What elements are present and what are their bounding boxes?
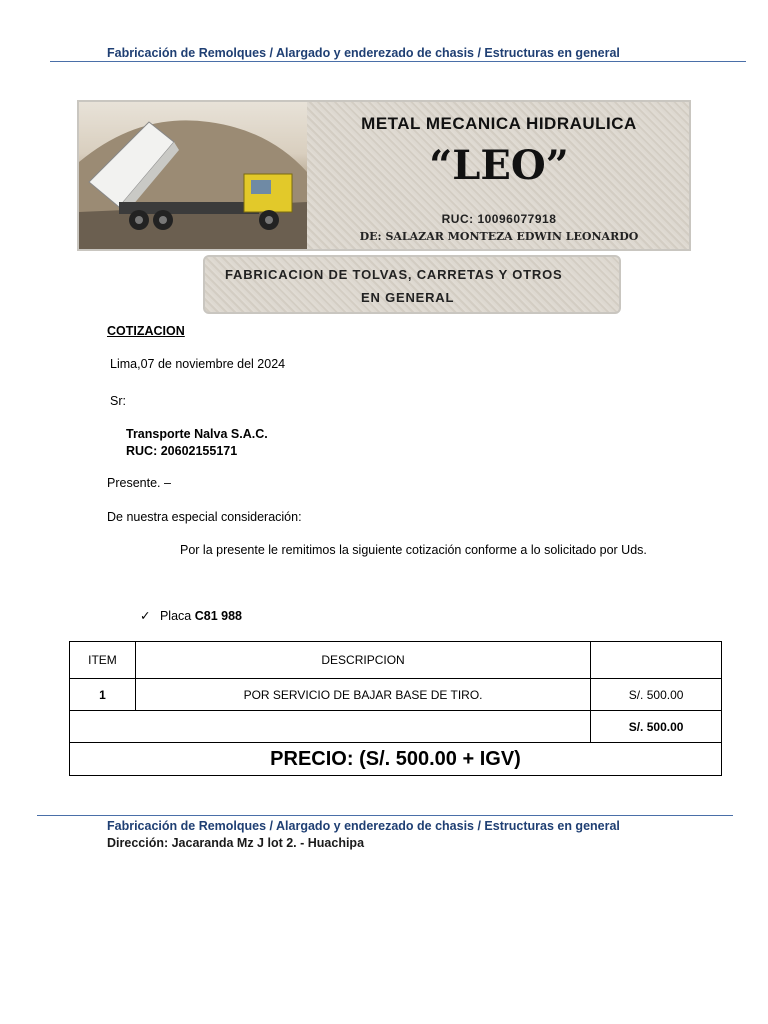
brand-name: “LEO” <box>429 142 569 189</box>
quote-date: Lima,07 de noviembre del 2024 <box>110 357 286 371</box>
table-header-row <box>70 642 722 679</box>
footer-divider <box>37 815 733 816</box>
table-price-row <box>70 743 722 776</box>
header-amount <box>591 642 722 679</box>
intro-paragraph: Por la presente le remitimos la siguiente cotización conforme a lo solicitado por Uds. <box>180 543 647 557</box>
row-item: 1 <box>70 679 136 711</box>
price-summary: PRECIO: (S/. 500.00 + IGV) <box>70 743 722 776</box>
plate-value: C81 988 <box>194 609 242 623</box>
checkmark-icon: ✓ <box>140 609 151 623</box>
plate-label: Placa <box>159 609 192 623</box>
brand-owner: DE: SALAZAR MONTEZA EDWIN LEONARDO <box>359 230 639 243</box>
table-row <box>70 679 722 711</box>
company-banner <box>77 100 691 251</box>
header-tagline: Fabricación de Remolques / Alargado y enderezado de chasis / Estructuras en general <box>107 46 620 60</box>
header-description: DESCRIPCION <box>135 642 590 679</box>
footer-tagline: Fabricación de Remolques / Alargado y enderezado de chasis / Estructuras en general <box>107 819 620 833</box>
total-spacer <box>70 711 591 743</box>
quote-table <box>69 641 722 776</box>
footer-address: Dirección: Jacaranda Mz J lot 2. - Huachipa <box>107 836 365 850</box>
services-line-1: FABRICACION DE TOLVAS, CARRETAS Y OTROS <box>225 267 563 282</box>
client-name: Transporte Nalva S.A.C. <box>126 427 268 441</box>
services-banner <box>203 255 621 314</box>
brand-ruc: RUC: 10096077918 <box>441 212 557 226</box>
row-amount: S/. 500.00 <box>591 679 722 711</box>
presente-line: Presente. – <box>107 476 171 490</box>
client-ruc: RUC: 20602155171 <box>126 444 238 458</box>
plate-line <box>140 608 242 623</box>
table-total-row <box>70 711 722 743</box>
header-item: ITEM <box>70 642 136 679</box>
greeting-line: De nuestra especial consideración: <box>107 510 302 524</box>
brand-title: METAL MECANICA HIDRAULICA <box>361 114 637 133</box>
dump-truck-photo <box>79 102 307 249</box>
dump-truck-icon <box>79 102 307 249</box>
header-divider <box>50 61 746 62</box>
total-amount: S/. 500.00 <box>591 711 722 743</box>
salutation: Sr: <box>110 394 126 408</box>
services-line-2: EN GENERAL <box>361 290 455 305</box>
quote-heading: COTIZACION <box>107 324 185 338</box>
row-description: POR SERVICIO DE BAJAR BASE DE TIRO. <box>135 679 590 711</box>
